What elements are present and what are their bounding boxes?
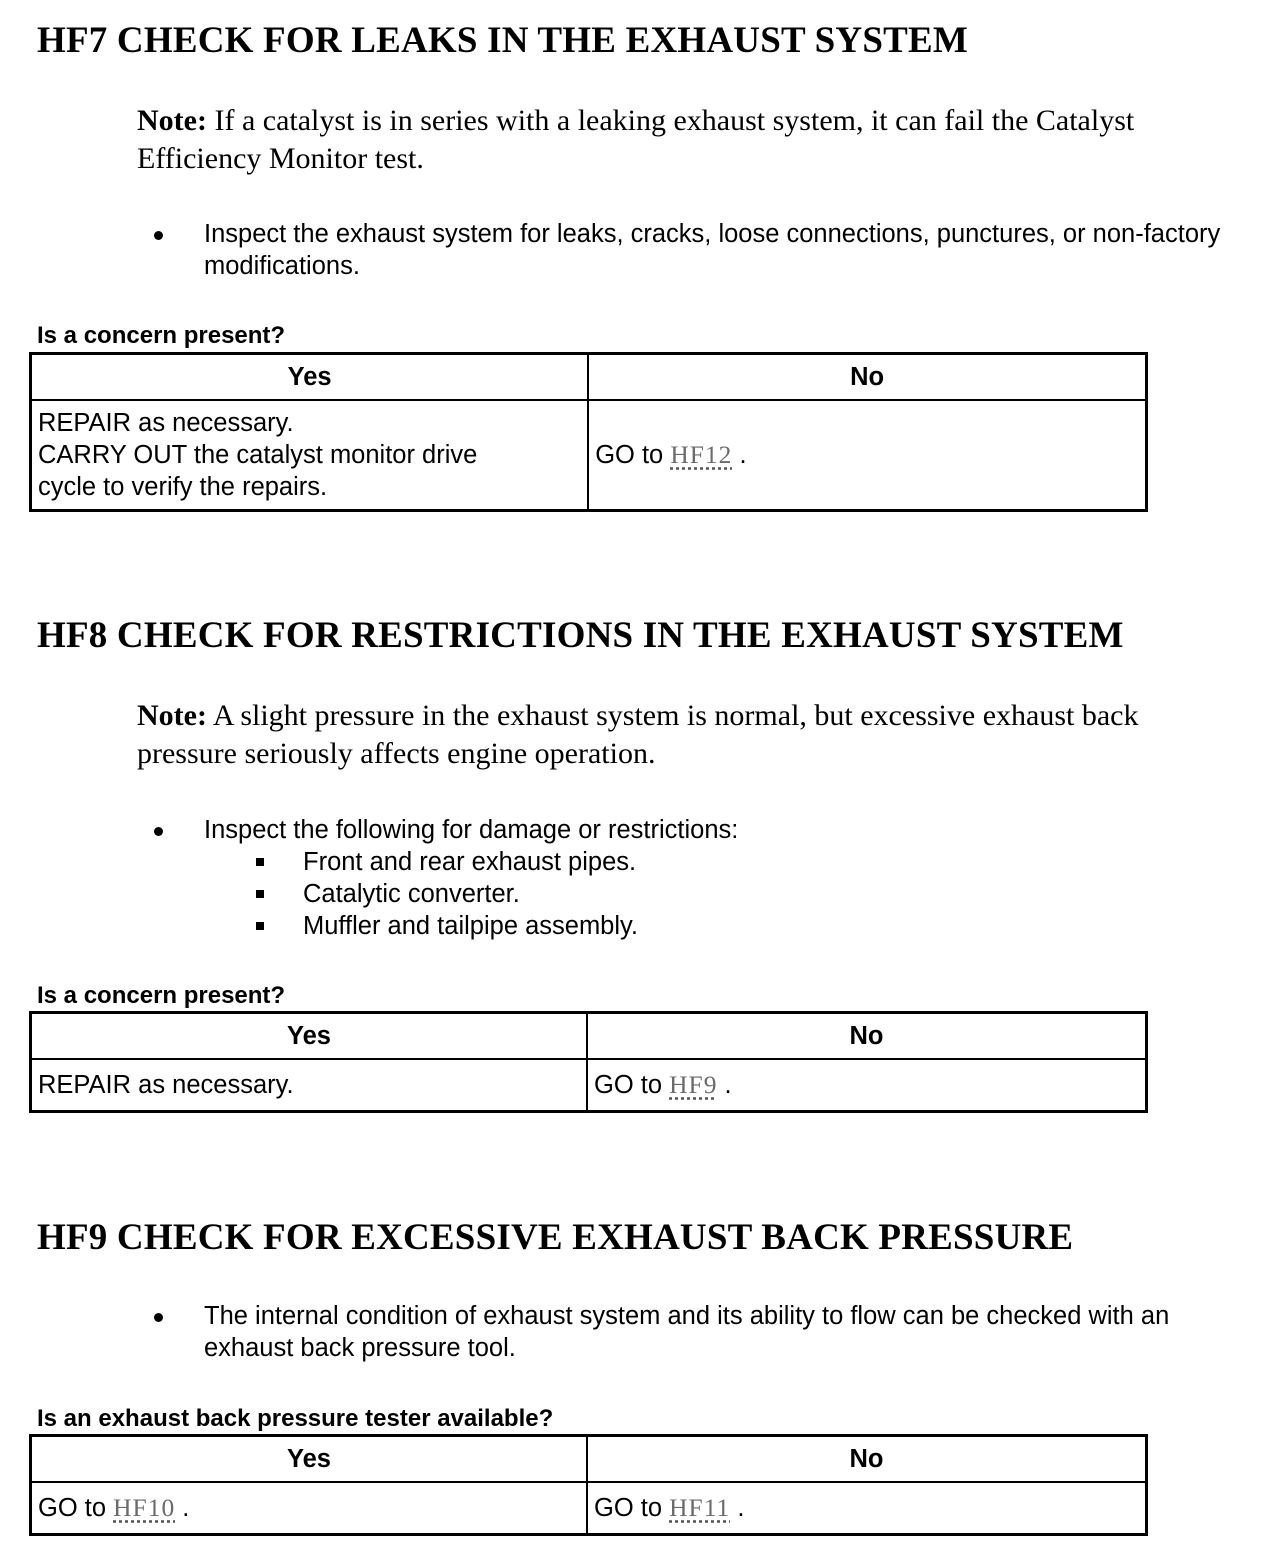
bullet-text: Inspect the following for damage or restrictions: [204, 816, 739, 844]
period-text: . [717, 1070, 732, 1099]
yes-line: CARRY OUT the catalyst monitor drive cycle to verify the repairs. [38, 440, 478, 501]
bullet-dot-icon [154, 1313, 163, 1322]
header-yes: Yes [31, 1436, 588, 1483]
bullet-item [0, 1300, 1264, 1364]
table-header-row [31, 1436, 1147, 1483]
question-label: Is an exhaust back pressure tester available? [37, 1405, 554, 1432]
sub-bullet-item [0, 910, 1264, 942]
square-bullet-icon [256, 858, 264, 866]
bullet-list [0, 218, 1264, 282]
decision-table [29, 1011, 1148, 1113]
note-text: A slight pressure in the exhaust system is normal, but excessive exhaust back pressure seriously affects engine operation. [137, 699, 1139, 770]
decision-table [29, 1434, 1148, 1536]
bullet-text: The internal condition of exhaust system and its ability to flow can be checked with an exhaust back pressure tool. [204, 1302, 1170, 1362]
note-label: Note: [137, 104, 207, 137]
sub-bullet-item [0, 846, 1264, 878]
header-yes: Yes [31, 354, 589, 401]
bullet-list [0, 1300, 1264, 1364]
note-text: If a catalyst is in series with a leaking exhaust system, it can fail the Catalyst Efficiency Monitor test. [137, 104, 1135, 175]
go-to-text: GO to [594, 1070, 670, 1099]
yes-line: REPAIR as necessary. [38, 408, 294, 437]
sub-bullet-text: Catalytic converter. [303, 880, 520, 908]
decision-table [29, 352, 1148, 512]
bullet-list [0, 814, 1264, 942]
bullet-item [0, 814, 1264, 846]
sub-bullet-text: Muffler and tailpipe assembly. [303, 912, 638, 940]
table-row [31, 1059, 1147, 1111]
note [137, 697, 1217, 773]
go-to-text: GO to [595, 440, 671, 469]
note-label: Note: [137, 699, 207, 732]
header-no: No [587, 1436, 1147, 1483]
yes-cell [31, 1482, 588, 1534]
section-heading: HF9 CHECK FOR EXCESSIVE EXHAUST BACK PRESSURE [37, 1217, 1074, 1258]
bullet-dot-icon [154, 827, 163, 836]
period-text: . [175, 1493, 190, 1522]
bullet-text: Inspect the exhaust system for leaks, cracks, loose connections, punctures, or non-factory modifications. [204, 220, 1221, 280]
no-cell [587, 1482, 1147, 1534]
go-to-text: GO to [594, 1493, 670, 1522]
period-text: . [730, 1493, 745, 1522]
header-yes: Yes [31, 1013, 588, 1060]
question-label: Is a concern present? [37, 322, 286, 349]
no-cell [587, 1059, 1147, 1111]
table-row [31, 1482, 1147, 1534]
no-cell [588, 400, 1146, 510]
square-bullet-icon [256, 890, 264, 898]
question-label: Is a concern present? [37, 982, 286, 1009]
link-hf12[interactable]: HF12 [670, 439, 733, 469]
sub-bullet-text: Front and rear exhaust pipes. [303, 848, 637, 876]
header-no: No [588, 354, 1146, 401]
header-no: No [587, 1013, 1147, 1060]
go-to-text: GO to [38, 1493, 114, 1522]
table-header-row [31, 1013, 1147, 1060]
table-row [31, 400, 1147, 510]
note [137, 102, 1217, 178]
link-hf11[interactable]: HF11 [669, 1492, 731, 1522]
sub-bullet-item [0, 878, 1264, 910]
table-header-row [31, 354, 1147, 401]
link-hf9[interactable]: HF9 [669, 1069, 718, 1099]
bullet-dot-icon [154, 231, 163, 240]
yes-line: REPAIR as necessary. [38, 1070, 294, 1099]
section-heading: HF8 CHECK FOR RESTRICTIONS IN THE EXHAUST SYSTEM [37, 615, 1124, 656]
yes-cell [31, 400, 589, 510]
period-text: . [732, 440, 747, 469]
yes-cell [31, 1059, 588, 1111]
bullet-item [0, 218, 1264, 282]
square-bullet-icon [256, 922, 264, 930]
link-hf10[interactable]: HF10 [113, 1492, 176, 1522]
section-heading: HF7 CHECK FOR LEAKS IN THE EXHAUST SYSTEM [37, 20, 968, 61]
